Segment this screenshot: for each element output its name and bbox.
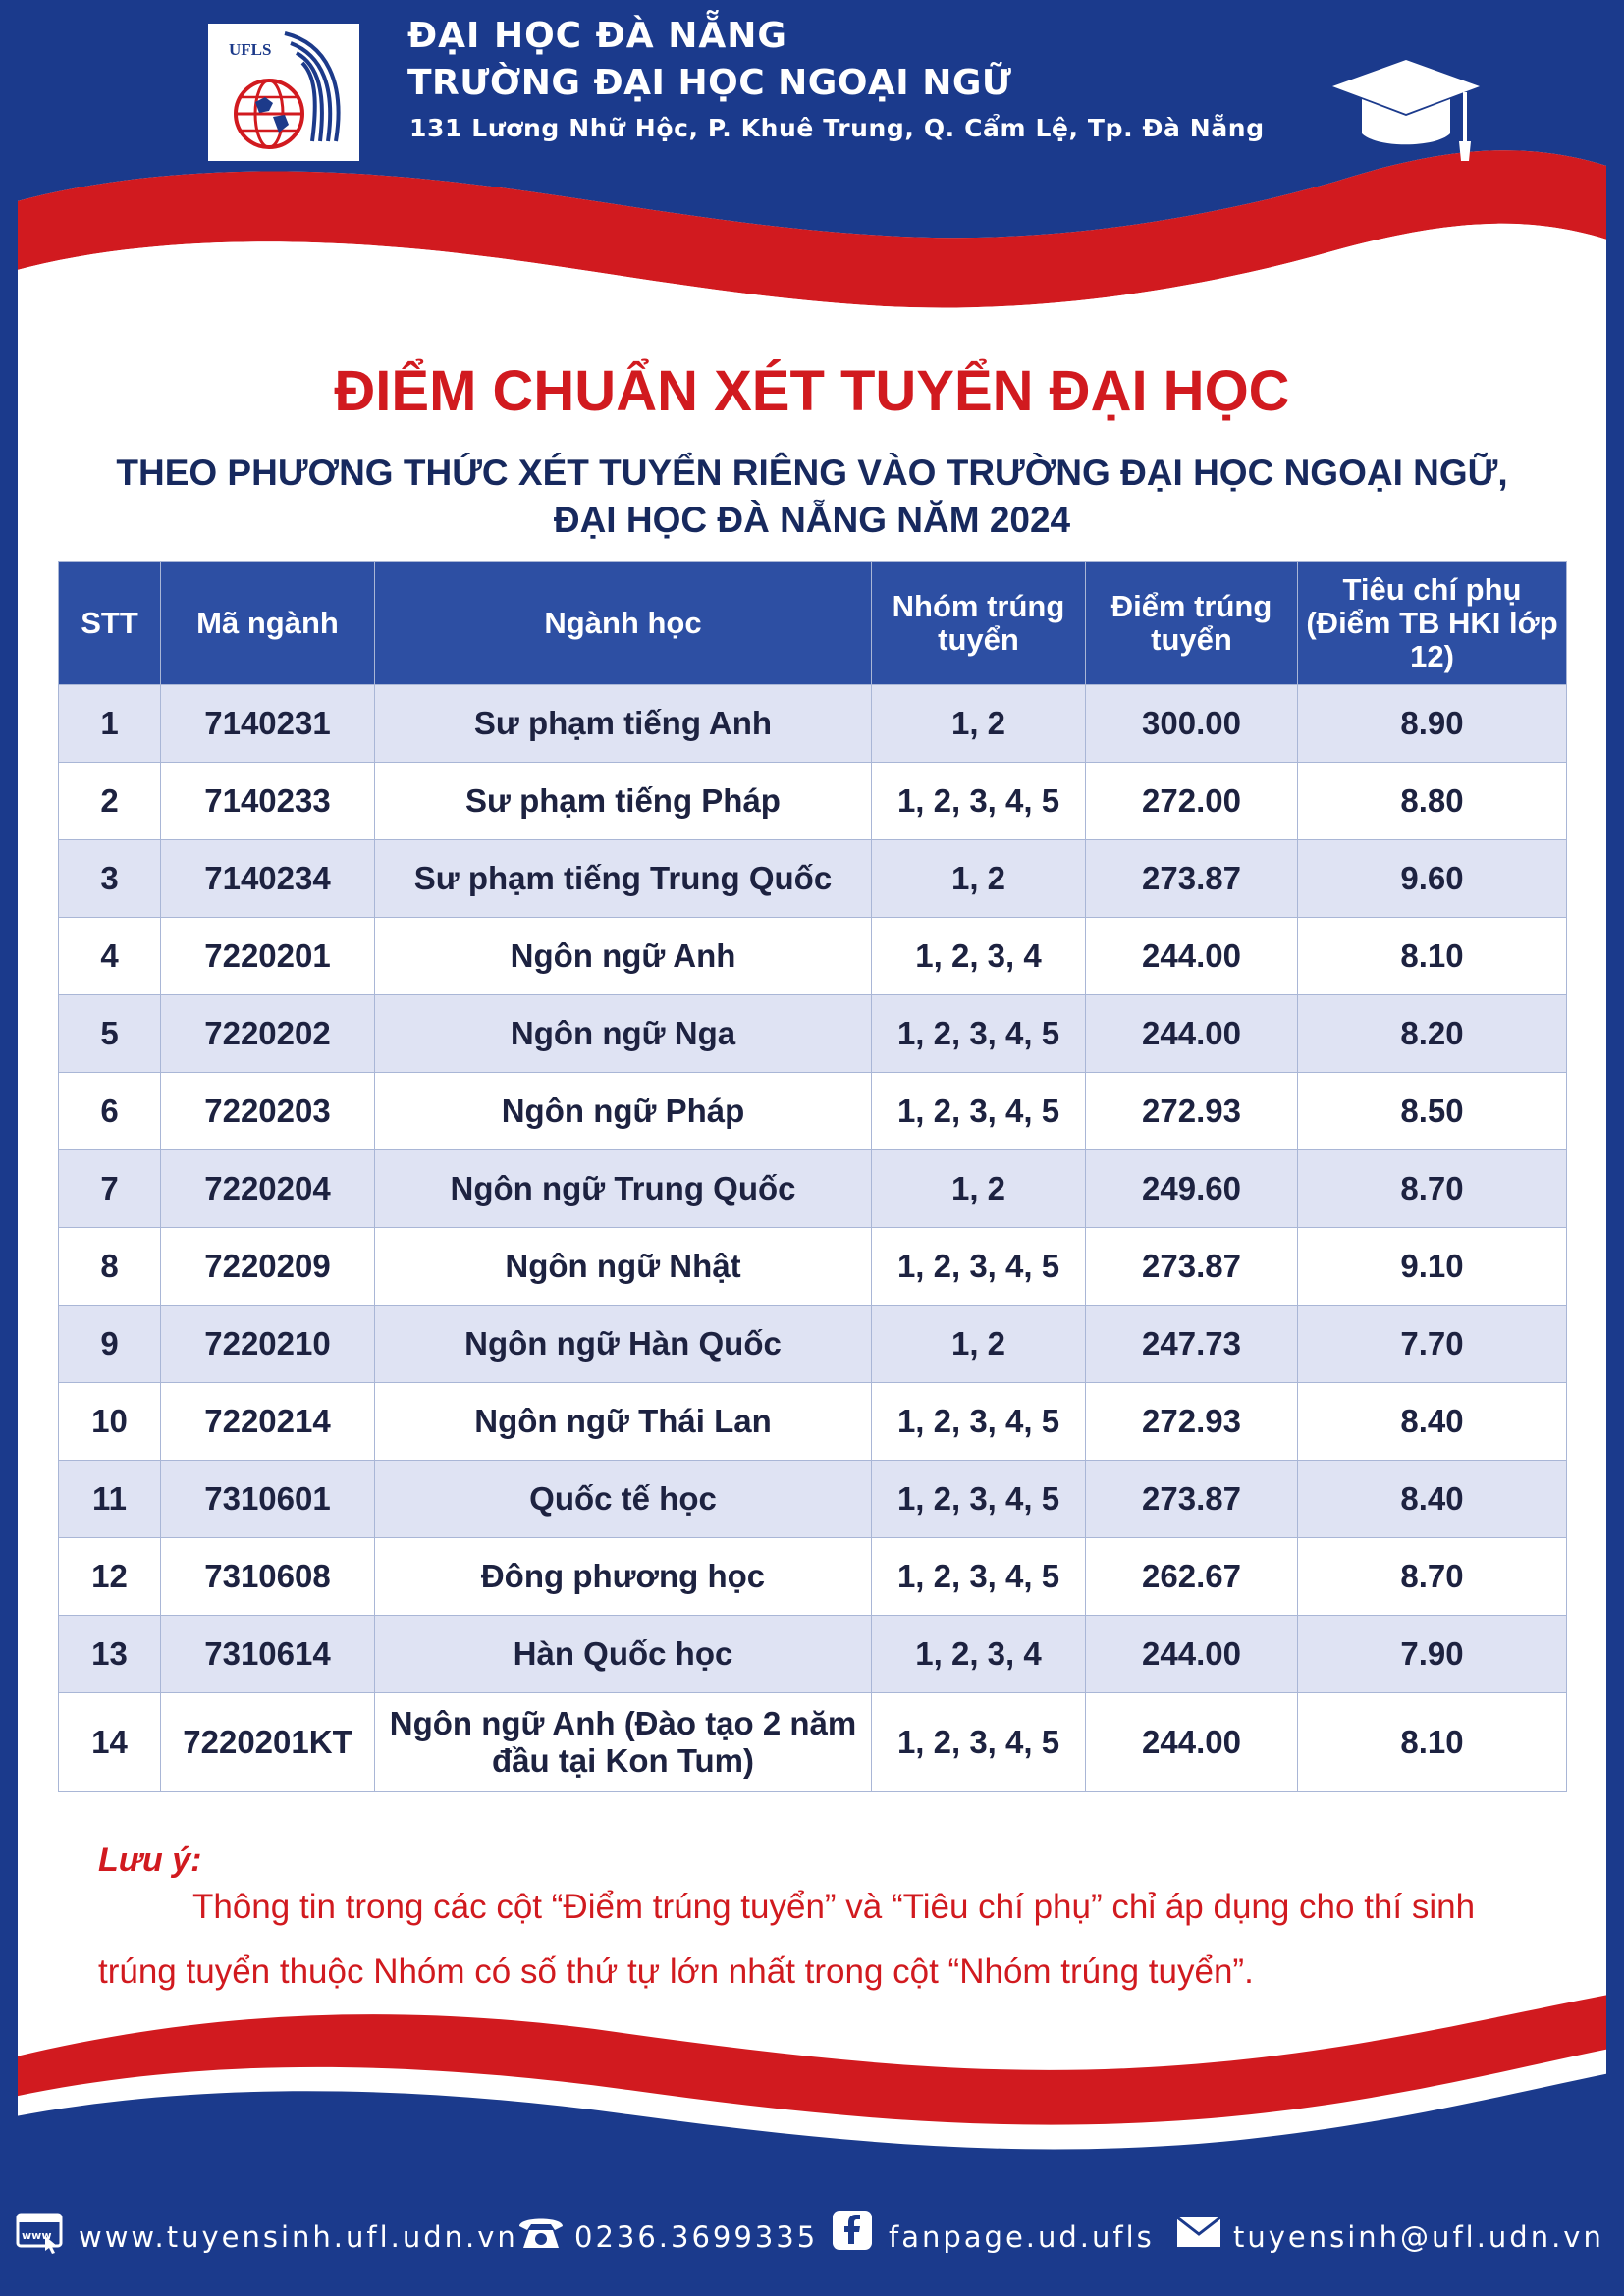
- cell-code: 7220203: [161, 1073, 375, 1150]
- cell-group: 1, 2: [872, 1150, 1086, 1228]
- cell-group: 1, 2, 3, 4, 5: [872, 1073, 1086, 1150]
- cell-group: 1, 2, 3, 4, 5: [872, 1228, 1086, 1306]
- cell-stt: 7: [59, 1150, 161, 1228]
- cell-stt: 10: [59, 1383, 161, 1461]
- globe-icon: [236, 80, 302, 147]
- cell-major: Ngôn ngữ Nga: [375, 995, 872, 1073]
- cell-score: 272.93: [1086, 1073, 1298, 1150]
- cell-code: 7140234: [161, 840, 375, 918]
- cell-score: 272.00: [1086, 763, 1298, 840]
- cell-criteria: 9.60: [1298, 840, 1567, 918]
- cell-major: Hàn Quốc học: [375, 1616, 872, 1693]
- header-major: Ngành học: [375, 562, 872, 685]
- cell-group: 1, 2: [872, 685, 1086, 763]
- cell-major: Ngôn ngữ Thái Lan: [375, 1383, 872, 1461]
- table-row: [59, 1693, 1567, 1792]
- cell-group: 1, 2: [872, 1306, 1086, 1383]
- cell-stt: 6: [59, 1073, 161, 1150]
- graduation-cap-icon: [1327, 55, 1485, 168]
- cell-stt: 4: [59, 918, 161, 995]
- cell-major: Quốc tế học: [375, 1461, 872, 1538]
- cell-score: 272.93: [1086, 1383, 1298, 1461]
- cell-score: 273.87: [1086, 840, 1298, 918]
- cell-score: 273.87: [1086, 1228, 1298, 1306]
- cell-code: 7220214: [161, 1383, 375, 1461]
- header-group: Nhóm trúng tuyển: [872, 562, 1086, 685]
- cell-criteria: 8.20: [1298, 995, 1567, 1073]
- cell-criteria: 7.90: [1298, 1616, 1567, 1693]
- table-row: [59, 1461, 1567, 1538]
- cell-stt: 1: [59, 685, 161, 763]
- cell-stt: 13: [59, 1616, 161, 1693]
- cell-score: 262.67: [1086, 1538, 1298, 1616]
- note-label: Lưu ý:: [98, 1842, 202, 1879]
- footer-email[interactable]: tuyensinh@ufl.udn.vn: [1233, 2220, 1604, 2254]
- cell-group: 1, 2, 3, 4, 5: [872, 1693, 1086, 1792]
- header-criteria: Tiêu chí phụ (Điểm TB HKI lớp 12): [1298, 562, 1567, 685]
- cell-stt: 5: [59, 995, 161, 1073]
- table-row: [59, 1073, 1567, 1150]
- page-subtitle: THEO PHƯƠNG THỨC XÉT TUYỂN RIÊNG VÀO TRƯỜNG ĐẠI HỌC NGOẠI NGỮ, ĐẠI HỌC ĐÀ NẴNG NĂM 2024: [116, 453, 1508, 540]
- table-row: [59, 1538, 1567, 1616]
- cell-group: 1, 2, 3, 4, 5: [872, 1461, 1086, 1538]
- cell-criteria: 9.10: [1298, 1228, 1567, 1306]
- cell-code: 7310614: [161, 1616, 375, 1693]
- table-row: [59, 1306, 1567, 1383]
- cell-group: 1, 2, 3, 4, 5: [872, 763, 1086, 840]
- cell-major: Ngôn ngữ Anh (Đào tạo 2 năm đầu tại Kon Tum): [375, 1693, 872, 1792]
- cell-group: 1, 2, 3, 4: [872, 1616, 1086, 1693]
- cell-stt: 2: [59, 763, 161, 840]
- footer-website[interactable]: www.tuyensinh.ufl.udn.vn: [79, 2220, 518, 2254]
- cell-group: 1, 2: [872, 840, 1086, 918]
- left-border: [0, 334, 18, 2002]
- university-name: ĐẠI HỌC ĐÀ NẴNG: [407, 16, 787, 56]
- table-row: [59, 1150, 1567, 1228]
- cell-code: 7220204: [161, 1150, 375, 1228]
- cell-stt: 14: [59, 1693, 161, 1792]
- cell-score: 244.00: [1086, 995, 1298, 1073]
- mail-icon: [1176, 2216, 1221, 2248]
- cell-criteria: 8.10: [1298, 1693, 1567, 1792]
- cell-code: 7220210: [161, 1306, 375, 1383]
- cell-criteria: 8.40: [1298, 1461, 1567, 1538]
- cell-major: Ngôn ngữ Hàn Quốc: [375, 1306, 872, 1383]
- cell-score: 300.00: [1086, 685, 1298, 763]
- right-border: [1606, 334, 1624, 2002]
- cell-major: Ngôn ngữ Anh: [375, 918, 872, 995]
- cell-major: Sư phạm tiếng Anh: [375, 685, 872, 763]
- cell-criteria: 8.40: [1298, 1383, 1567, 1461]
- cell-group: 1, 2, 3, 4, 5: [872, 1383, 1086, 1461]
- table-row: [59, 995, 1567, 1073]
- cell-stt: 11: [59, 1461, 161, 1538]
- phone-icon: [515, 2211, 567, 2254]
- cell-major: Ngôn ngữ Trung Quốc: [375, 1150, 872, 1228]
- cell-code: 7310601: [161, 1461, 375, 1538]
- www-icon: [16, 2211, 65, 2256]
- cell-group: 1, 2, 3, 4, 5: [872, 995, 1086, 1073]
- cell-score: 244.00: [1086, 918, 1298, 995]
- cell-group: 1, 2, 3, 4: [872, 918, 1086, 995]
- cell-criteria: 8.90: [1298, 685, 1567, 763]
- cell-criteria: 8.10: [1298, 918, 1567, 995]
- admission-score-table: [58, 561, 1567, 1792]
- table-header-row: [59, 562, 1567, 685]
- cell-score: 273.87: [1086, 1461, 1298, 1538]
- header-stt: STT: [59, 562, 161, 685]
- table-row: [59, 1616, 1567, 1693]
- logo-text: UFLS: [229, 40, 272, 59]
- cell-stt: 3: [59, 840, 161, 918]
- table-row: [59, 1383, 1567, 1461]
- cell-group: 1, 2, 3, 4, 5: [872, 1538, 1086, 1616]
- cell-code: 7140231: [161, 685, 375, 763]
- cell-score: 247.73: [1086, 1306, 1298, 1383]
- footer-fanpage[interactable]: fanpage.ud.ufls: [889, 2220, 1155, 2254]
- header-score: Điểm trúng tuyển: [1086, 562, 1298, 685]
- table-row: [59, 1228, 1567, 1306]
- cell-code: 7310608: [161, 1538, 375, 1616]
- cell-stt: 12: [59, 1538, 161, 1616]
- cell-major: Đông phương học: [375, 1538, 872, 1616]
- facebook-icon: [833, 2211, 872, 2250]
- www-icon-label: www: [22, 2229, 52, 2242]
- cell-code: 7220209: [161, 1228, 375, 1306]
- note-text: Thông tin trong các cột “Điểm trúng tuyển” và “Tiêu chí phụ” chỉ áp dụng cho thí sinh trúng tuyển thuộc Nhóm có số thứ tự lớn nhất trong cột “Nhóm trúng tuyển”.: [98, 1888, 1476, 1991]
- cell-criteria: 8.50: [1298, 1073, 1567, 1150]
- cell-criteria: 8.70: [1298, 1538, 1567, 1616]
- table-row: [59, 685, 1567, 763]
- cell-stt: 9: [59, 1306, 161, 1383]
- header-code: Mã ngành: [161, 562, 375, 685]
- school-name: TRƯỜNG ĐẠI HỌC NGOẠI NGỮ: [407, 63, 1012, 103]
- footer-phone[interactable]: 0236.3699335: [574, 2220, 819, 2254]
- ufls-logo: [208, 24, 359, 161]
- cell-criteria: 8.70: [1298, 1150, 1567, 1228]
- cell-major: Ngôn ngữ Nhật: [375, 1228, 872, 1306]
- table-row: [59, 763, 1567, 840]
- cell-major: Sư phạm tiếng Trung Quốc: [375, 840, 872, 918]
- table-row: [59, 840, 1567, 918]
- cell-code: 7220202: [161, 995, 375, 1073]
- cell-score: 244.00: [1086, 1693, 1298, 1792]
- cell-score: 249.60: [1086, 1150, 1298, 1228]
- school-address: 131 Lương Nhữ Hộc, P. Khuê Trung, Q. Cẩm Lệ, Tp. Đà Nẵng: [409, 114, 1265, 142]
- cell-code: 7220201KT: [161, 1693, 375, 1792]
- cell-score: 244.00: [1086, 1616, 1298, 1693]
- cell-code: 7220201: [161, 918, 375, 995]
- cell-code: 7140233: [161, 763, 375, 840]
- cell-stt: 8: [59, 1228, 161, 1306]
- cell-criteria: 8.80: [1298, 763, 1567, 840]
- page-title: ĐIỂM CHUẨN XÉT TUYỂN ĐẠI HỌC: [334, 359, 1290, 423]
- cell-criteria: 7.70: [1298, 1306, 1567, 1383]
- cell-major: Sư phạm tiếng Pháp: [375, 763, 872, 840]
- cell-major: Ngôn ngữ Pháp: [375, 1073, 872, 1150]
- table-row: [59, 918, 1567, 995]
